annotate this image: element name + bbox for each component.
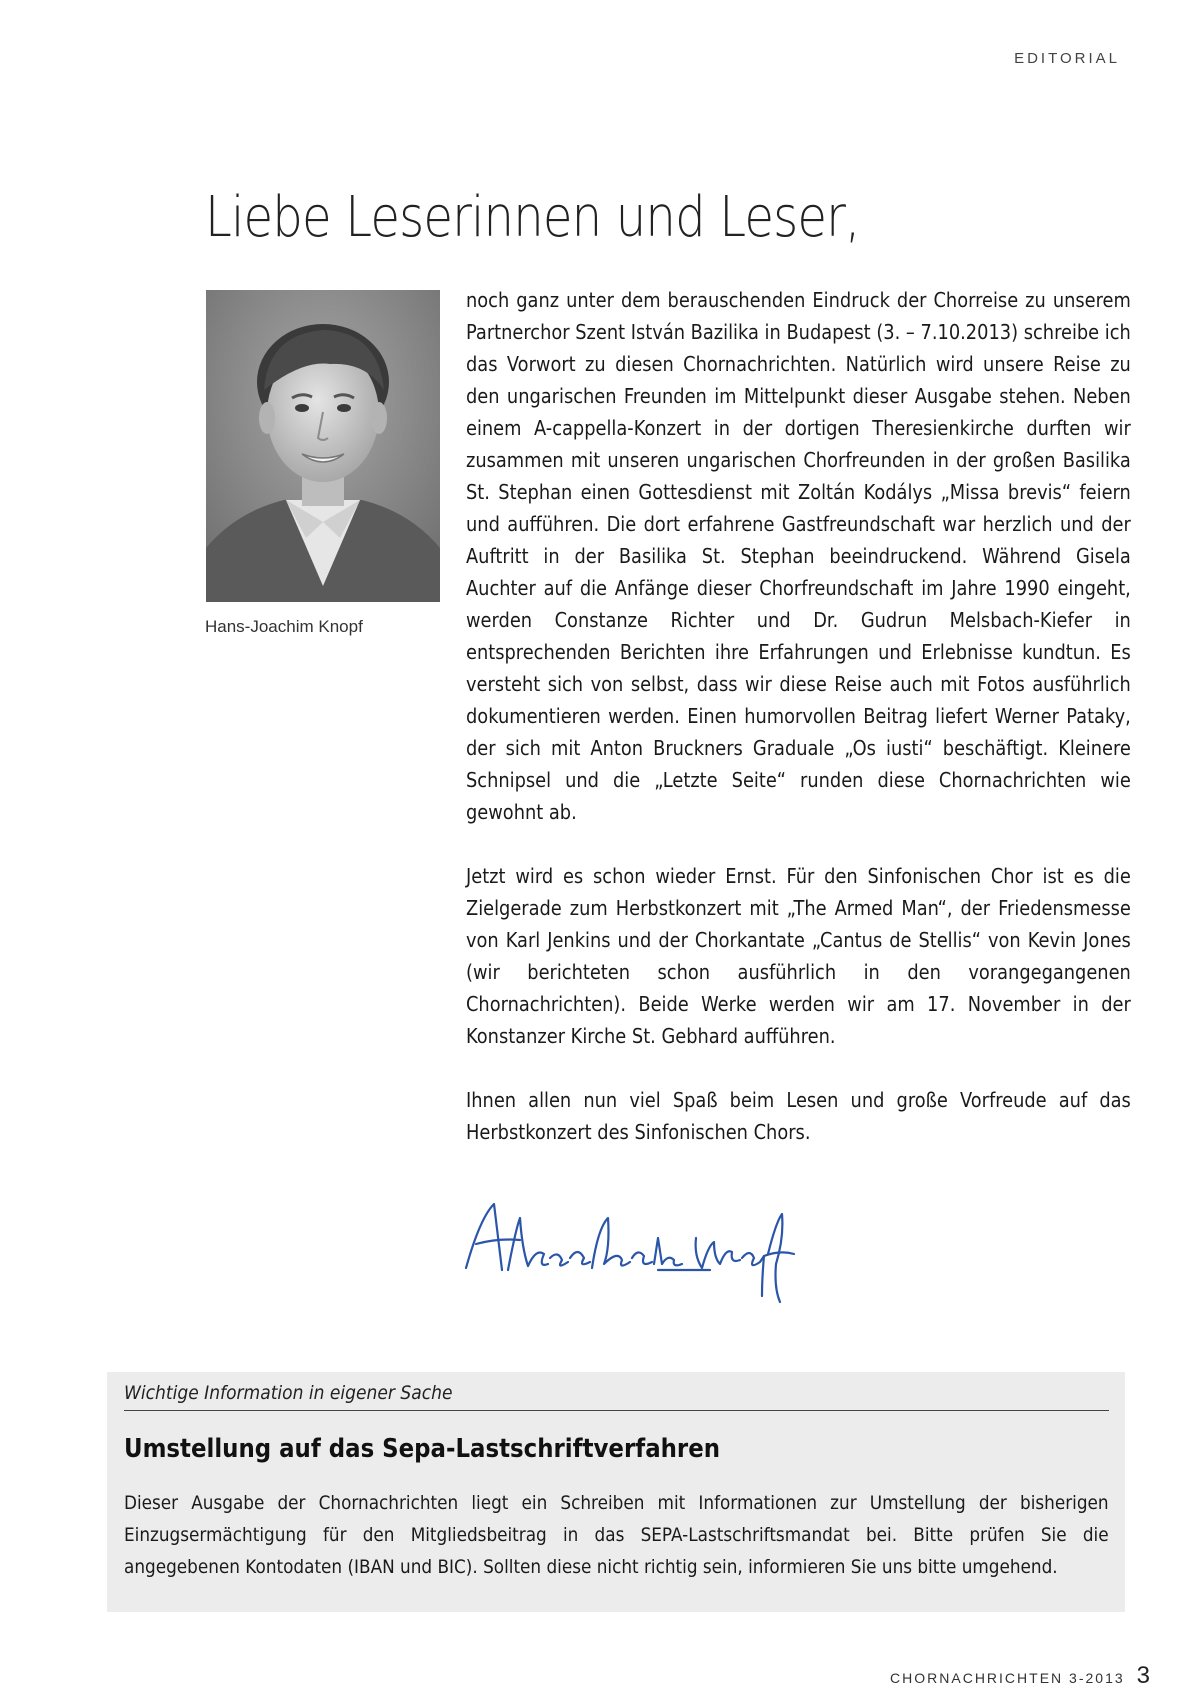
page-footer bbox=[890, 1662, 1150, 1690]
info-box-text-content: Dieser Ausgabe der Chornachrichten liegt ein Schreiben mit Informationen zur Umstellung der bisherigen Einzugsermächtigung für den Mitgliedsbeitrag in das SEPA-Lastschriftsmandat bei. Bitte prüfen Sie die angegebenen Kontodaten (IBAN und BIC). Sollten diese nicht richtig sein, informieren Sie uns bitte umgehend. bbox=[124, 1492, 1109, 1578]
info-box bbox=[107, 1372, 1125, 1612]
section-label: EDITORIAL bbox=[1014, 50, 1120, 67]
photo-caption: Hans-Joachim Knopf bbox=[205, 617, 363, 636]
article-paragraph-2: Jetzt wird es schon wieder Ernst. Für den Sinfonischen Chor ist es die Zielgerade zum Herbstkonzert mit „The Armed Man“, der Friedensmesse von Karl Jenkins und der Chorkantate „Cantus de Stellis“ von Kevin Jones (wir berichteten schon ausführlich in den vorangegangenen Chornachrichten). Beide Werke werden wir am 17. November in der Konstanzer Kirche St. Gebhard aufführen. bbox=[466, 864, 1131, 1048]
info-box-kicker bbox=[124, 1382, 1109, 1411]
author-photo bbox=[206, 290, 440, 602]
page-number: 3 bbox=[1136, 1662, 1150, 1689]
publication-name: CHORNACHRICHTEN 3-2013 bbox=[890, 1670, 1125, 1686]
page-title: Liebe Leserinnen und Leser, bbox=[205, 185, 860, 250]
info-box-text bbox=[124, 1487, 1109, 1583]
info-box-title: Umstellung auf das Sepa-Lastschriftverfahren bbox=[124, 1434, 721, 1464]
info-box-kicker-text: Wichtige Information in eigener Sache bbox=[124, 1382, 453, 1404]
article-body bbox=[466, 284, 1131, 1180]
article-paragraph-3: Ihnen allen nun viel Spaß beim Lesen und große Vorfreude auf das Herbstkonzert des Sinfonischen Chors. bbox=[466, 1088, 1131, 1144]
article-paragraph-1: noch ganz unter dem berauschenden Eindruck der Chorreise zu unserem Partnerchor Szent István Bazilika in Budapest (3. – 7.10.2013) schreibe ich das Vorwort zu diesen Chornachrichten. Natürlich wird unsere Reise zu den ungarischen Freunden im Mittelpunkt dieser Ausgabe stehen. Neben einem A-cappella-Konzert in der dortigen Theresienkirche durften wir zusammen mit unseren ungarischen Chorfreunden in der großen Basilika St. Stephan einen Gottesdienst mit Zoltán Kodálys „Missa brevis“ feiern und aufführen. Die dort erfahrene Gastfreundschaft war herzlich und der Auftritt in der Basilika St. Stephan beeindruckend. Während Gisela Auchter auf die Anfänge dieser Chorfreundschaft im Jahre 1990 eingeht, werden Constanze Richter und Dr. Gudrun Melsbach-Kiefer in entsprechenden Berichten ihre Erfahrungen und Erlebnisse kundtun. Es versteht sich von selbst, dass wir diese Reise auch mit Fotos ausführlich dokumentieren werden. Einen humorvollen Beitrag liefert Werner Pataky, der sich mit Anton Bruckners Graduale „Os iusti“ beschäftigt. Kleinere Schnipsel und die „Letzte Seite“ runden diese Chornachrichten wie gewohnt ab. bbox=[466, 288, 1131, 824]
handwritten-signature bbox=[458, 1198, 798, 1308]
